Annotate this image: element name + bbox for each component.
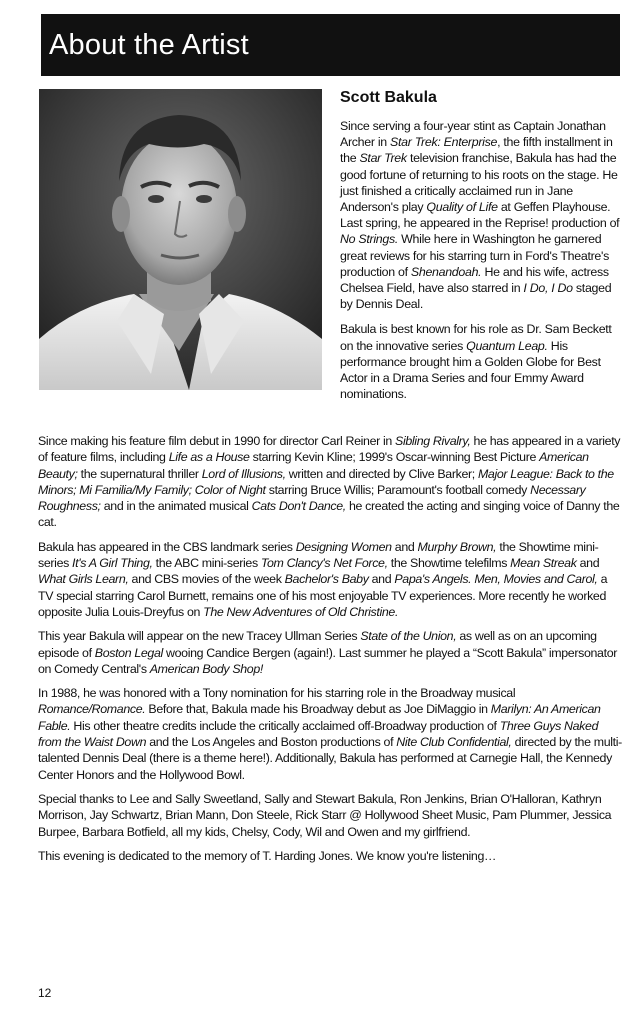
text-run: and the Los Angeles and Boston productions of <box>146 735 397 750</box>
italic-title-text: The New Adventures of Old Christine. <box>203 604 399 619</box>
italic-title-text: Three Guys Naked from the Waist Down <box>38 718 599 750</box>
italic-title-text: Cats Don't Dance, <box>251 499 346 514</box>
text-run: , the fifth installment in the <box>340 135 613 166</box>
text-run: wooing Candice Bergen (again!). Last summer he played a “Scott Bakula” impersonator on Comedy Central's <box>38 645 618 676</box>
italic-title-text: It's A Girl Thing, <box>72 556 153 571</box>
italic-title-text: Marilyn: An American Fable. <box>38 702 601 733</box>
artist-portrait-photo <box>39 89 322 390</box>
italic-title-text: Boston Legal <box>94 645 163 660</box>
text-run: a TV special starring Carol Burnett, remains one of his most enjoyable TV experiences. More recently he worked opposite Julia Louis-Dreyfus on <box>38 572 608 619</box>
text-run: starring Bruce Willis; Paramount's football comedy <box>265 482 531 497</box>
text-run: Special thanks to Lee and Sally Sweetland, Sally and Stewart Bakula, Ron Jenkins, Brian O'Halloran, Kathryn Morrison, Jay Schwartz, Brian Mann, Don Steele, Rick Starr @ Hollywood Sheet Music, Pam Plummer, Jessica Burpee, Barbara Botfield, all my kids, Chelsy, Cody, Wil and Owen and my girlfriend. <box>38 791 612 839</box>
bio-paragraph <box>38 433 624 531</box>
text-run: Since serving a four-year stint as Captain Jonathan Archer in <box>340 119 606 150</box>
section-header-bar <box>41 14 620 76</box>
section-title: About the Artist <box>49 29 249 61</box>
text-run: starring Kevin Kline; 1999's Oscar-winning Best Picture <box>249 450 540 465</box>
text-run: This evening is dedicated to the memory of T. Harding Jones. We know you're listening… <box>38 848 497 863</box>
italic-title-text: Romance/Romance. <box>38 702 146 717</box>
italic-title-text: Life as a House <box>168 450 250 465</box>
text-run: he created the acting and singing voice of Danny the cat. <box>38 499 620 530</box>
text-run: and <box>368 572 395 587</box>
text-run: Bakula is best known for his role as Dr. Sam Beckett on the innovative series <box>340 322 612 353</box>
page-number: 12 <box>38 986 52 1000</box>
text-run: the Showtime mini-series <box>38 539 599 571</box>
text-run: This year Bakula will appear on the new Tracey Ullman Series <box>38 629 361 644</box>
italic-title-text: Designing Women <box>295 539 392 554</box>
italic-title-text: Murphy Brown, <box>417 539 497 554</box>
text-run: as well as on an upcoming episode of <box>38 629 597 660</box>
text-run: and in the animated musical <box>100 499 252 514</box>
italic-title-text: American Body Shop! <box>149 661 263 676</box>
italic-title-text: No Strings. <box>340 232 398 247</box>
bio-paragraph <box>38 685 624 783</box>
italic-title-text: What Girls Learn, <box>38 572 129 587</box>
italic-title-text: Quantum Leap. <box>466 338 548 353</box>
text-run: written and directed by Clive Barker; <box>285 466 478 481</box>
text-run: His other theatre credits include the critically acclaimed off-Broadway production of <box>70 718 500 733</box>
italic-title-text: Shenandoah. <box>410 264 482 279</box>
text-run: Since making his feature film debut in 1990 for director Carl Reiner in <box>38 434 396 448</box>
text-run: staged by Dennis Deal. <box>340 281 612 312</box>
text-run: While here in Washington he garnered great reviews for his starring turn in Ford's Theatre's production of <box>340 232 609 279</box>
text-run: he has appeared in a variety of feature films, including <box>38 434 621 465</box>
text-run: His performance brought him a Golden Globe for Best Actor in a Drama Series and four Emmy Award nominations. <box>340 338 601 402</box>
italic-title-text: Sibling Rivalry, <box>395 434 471 448</box>
thanks-paragraph <box>38 791 624 840</box>
italic-title-text: Necessary Roughness; <box>38 482 586 514</box>
text-run: and CBS movies of the week <box>128 572 285 587</box>
italic-title-text: Lord of Illusions, <box>201 466 286 481</box>
text-run: at Geffen Playhouse. Last spring, he appeared in the Reprise! production of <box>340 200 620 231</box>
text-run: television franchise, Bakula has had the good fortune of returning to his roots on the stage. He just finished a critically acclaimed run in Jane Anderson's play <box>340 151 618 215</box>
bio-paragraph <box>38 539 624 620</box>
bio-side-column <box>340 118 624 411</box>
italic-title-text: Papa's Angels. Men, Movies and Carol, <box>394 572 598 587</box>
text-run: He and his wife, actress Chelsea Field, have also starred in <box>340 264 609 296</box>
bio-paragraph <box>340 118 624 312</box>
text-run: and <box>576 556 600 571</box>
text-run: In 1988, he was honored with a Tony nomination for his starring role in the Broadway musical <box>38 686 516 701</box>
artist-name: Scott Bakula <box>340 89 437 106</box>
text-run: directed by the multi-talented Dennis Deal (there is a theme here!). Additionally, Bakula has performed at Carnegie Hall, the Kennedy Center Honors and the Hollywood Bowl. <box>38 735 622 782</box>
text-run: Before that, Bakula made his Broadway debut as Joe DiMaggio in <box>145 702 491 717</box>
italic-title-text: Quality of Life <box>426 200 498 215</box>
text-run: the ABC mini-series <box>152 556 261 571</box>
italic-title-text: Major League: Back to the Minors; Mi Familia/My Family; Color of Night <box>38 466 614 497</box>
text-run: Bakula has appeared in the CBS landmark series <box>38 539 296 554</box>
bio-paragraph <box>38 628 624 677</box>
text-run: the supernatural thriller <box>77 466 202 481</box>
italic-title-text: I Do, I Do <box>523 281 573 296</box>
italic-title-text: American Beauty; <box>38 450 589 481</box>
italic-title-text: Star Trek <box>359 151 407 166</box>
bio-full-column <box>38 433 624 872</box>
bio-paragraph <box>340 321 624 402</box>
text-run: the Showtime telefilms <box>387 556 511 571</box>
italic-title-text: Mean Streak <box>510 556 577 571</box>
text-run: and <box>391 539 418 554</box>
italic-title-text: Bachelor's Baby <box>284 572 369 587</box>
italic-title-text: State of the Union, <box>360 629 457 644</box>
italic-title-text: Nite Club Confidential, <box>396 735 512 750</box>
italic-title-text: Star Trek: Enterprise <box>390 135 498 150</box>
italic-title-text: Tom Clancy's Net Force, <box>260 556 388 571</box>
dedication-paragraph <box>38 848 624 864</box>
